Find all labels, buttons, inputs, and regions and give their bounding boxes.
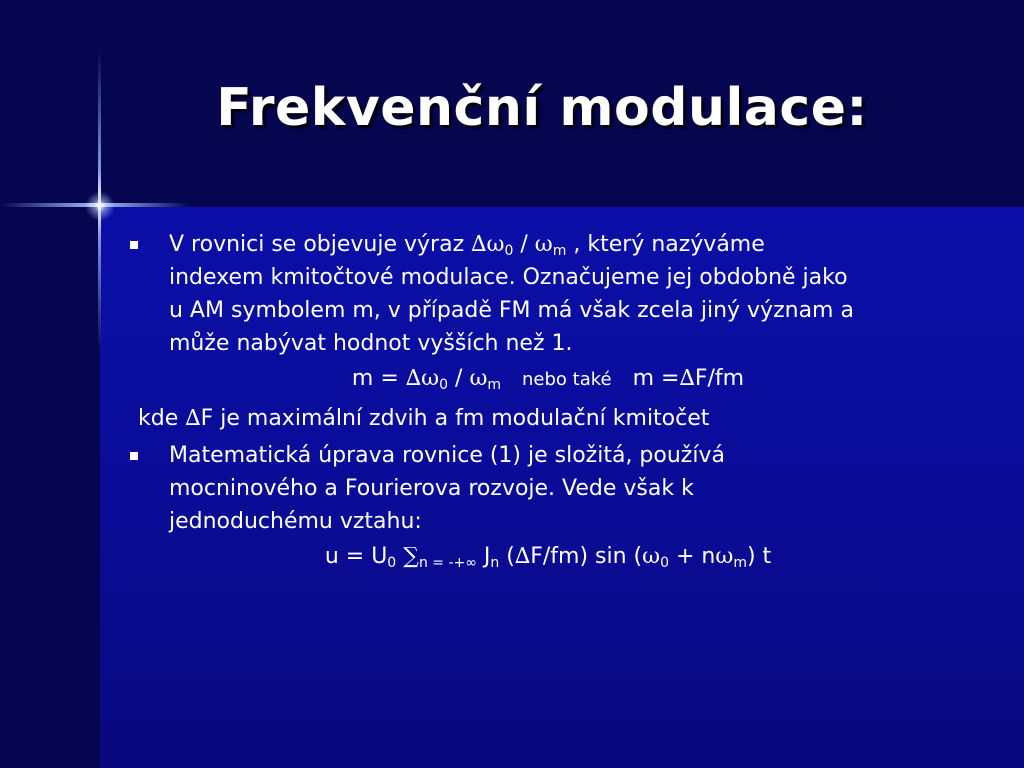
bullet-item	[128, 228, 968, 360]
delta-symbol: ∆	[185, 406, 201, 431]
omega-symbol: ω	[715, 544, 734, 569]
bullet-line: mocninového a Fourierova rozvoje. Vede však k	[169, 476, 694, 501]
left-band	[0, 0, 100, 768]
bullet-square-icon	[130, 452, 138, 460]
bullet-line: indexem kmitočtové modulace. Označujeme jej obdobně jako	[169, 265, 848, 290]
equation-modulation-index	[128, 362, 968, 396]
text-run: kde	[138, 406, 186, 431]
slide-body	[128, 228, 968, 573]
subscript: m	[552, 243, 567, 259]
text-run: V rovnici se objevuje výraz	[169, 232, 472, 257]
delta-symbol: ∆	[405, 366, 422, 391]
text-run: J	[476, 544, 491, 569]
bullet-line: Matematická úprava rovnice (1) je složitá, používá	[169, 443, 725, 468]
delta-symbol: ∆	[679, 366, 695, 391]
delta-symbol: ∆	[471, 232, 487, 257]
bullet-item	[128, 439, 968, 538]
omega-symbol: ω	[486, 232, 505, 257]
slide-title: Frekvenční modulace:	[216, 78, 868, 138]
text-run: /	[448, 366, 470, 391]
subscript: 0	[660, 555, 669, 571]
text-run: m =	[632, 366, 680, 391]
text-run: F/fm) sin (	[530, 544, 643, 569]
text-run: + n	[669, 544, 716, 569]
text-run: nebo také	[522, 369, 612, 390]
text-run: ) t	[746, 544, 772, 569]
sparkle-star-icon	[85, 191, 115, 221]
text-run: u = U	[324, 544, 388, 569]
bullet-line: může nabývat hodnot vyšších než 1.	[169, 331, 573, 356]
bullet-line: jednoduchému vztahu:	[169, 509, 422, 534]
text-run: F je maximální zdvih a fm modulační kmitočet	[200, 406, 710, 431]
omega-symbol: ω	[469, 366, 488, 391]
subscript: m	[487, 377, 502, 393]
subscript: n	[490, 555, 500, 571]
bullet-line	[169, 228, 968, 261]
text-run: (	[499, 544, 515, 569]
subscript: 0	[504, 243, 514, 259]
text-run: /	[513, 232, 535, 257]
text-run: m =	[351, 366, 406, 391]
delta-symbol: ∆	[514, 544, 531, 569]
subscript: 0	[387, 555, 397, 571]
bullet-square-icon	[130, 241, 138, 249]
note-line	[128, 402, 968, 435]
text-run: F/fm	[694, 366, 745, 391]
text-run: , který nazýváme	[566, 232, 765, 257]
omega-symbol: ω	[421, 366, 440, 391]
omega-symbol: ω	[534, 232, 553, 257]
subscript: m	[733, 555, 747, 571]
bullet-line: u AM symbolem m, v případě FM má však zcela jiný význam a	[169, 298, 854, 323]
omega-symbol: ω	[642, 544, 661, 569]
subscript: n = -+∞	[418, 555, 477, 571]
subscript: 0	[439, 377, 449, 393]
equation-fm-series	[128, 540, 968, 573]
sigma-symbol: ∑	[403, 544, 419, 569]
